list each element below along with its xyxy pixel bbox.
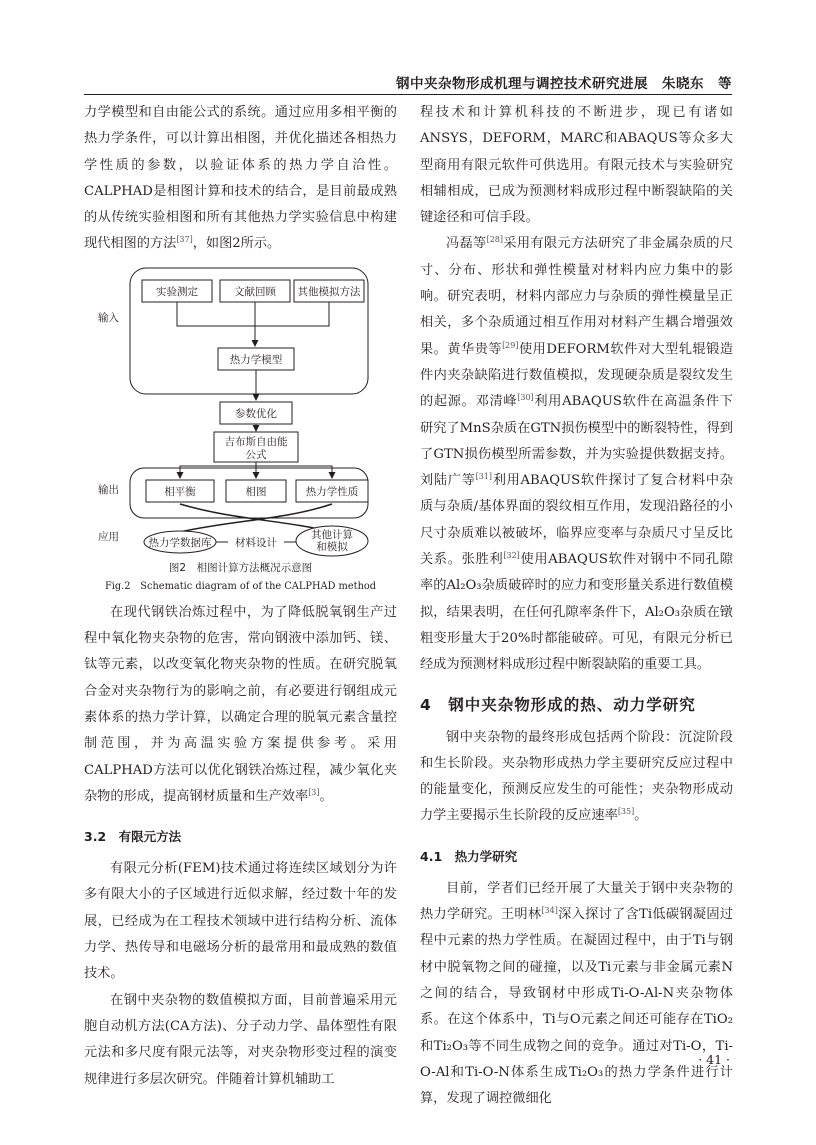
paragraph-fem-studies	[420, 231, 733, 678]
text-run: 深入探讨了含Ti低碳钢凝固过程中元素的热力学性质。在凝固过程中，由于Ti与钢材中脱氧物之间的碰撞，以及Ti元素与非金属元素N之间的结合，导致钢材中形成Ti-O-Al-N夹杂物体系。在这个体系中，Ti与O元素之间还可能存在TiO₂和Ti₂O₃等不同生成物之间的竞争。通过对Ti-O，Ti-O-Al和Ti-O-N体系生成Ti₂O₃的热力学条件进行计算，发现了调控微细化	[420, 907, 734, 1107]
citation-31[interactable]: [31]	[475, 472, 492, 482]
figure-2	[84, 264, 397, 594]
calphad-diagram	[84, 264, 397, 558]
text-run: 利用ABAQUS软件探讨了复合材料中杂质与杂质/基体界面的裂纹相互作用，发现沿路径的小尺寸杂质难以被破坏，临界应变率与杂质尺寸呈反比关系。张胜利	[420, 473, 734, 568]
text-run: ，如图2所示。	[192, 236, 281, 252]
text-run: 冯磊等	[446, 236, 487, 252]
figure-caption-cn: 图2 相图计算方法概况示意图	[168, 561, 313, 574]
box-gibbs-label-1: 吉布斯自由能	[224, 435, 288, 448]
text-run: 。	[319, 788, 333, 804]
oval-database-label: 热力学数据库	[148, 536, 212, 549]
oval-other-calc-label-2: 和模拟	[316, 540, 348, 553]
box-experiment-label: 实验测定	[156, 285, 198, 298]
label-material-design: 材料设计	[235, 536, 277, 549]
citation-28[interactable]: [28]	[486, 235, 504, 245]
citation-30[interactable]: [30]	[517, 393, 534, 403]
label-apply: 应用	[98, 530, 119, 543]
citation-29[interactable]: [29]	[502, 340, 519, 350]
box-phase-equilibrium-label: 相平衡	[164, 485, 196, 498]
citation-34[interactable]: [34]	[541, 906, 558, 916]
header-rule	[84, 94, 732, 95]
paragraph-fem-intro: 有限元分析(FEM)技术通过将连续区域划分为许多有限大小的子区域进行近似求解，经过数十年的发展，已经成为在工程技术领域中进行结构分析、流体力学、热传导和电磁场分析的最常用和最成熟的数值技术。	[84, 861, 397, 982]
subsection-3-2-heading: 3.2 有限元方法	[84, 829, 182, 845]
box-thermo-properties-label: 热力学性质	[305, 485, 359, 498]
paragraph-inclusion-simulation: 在钢中夹杂物的数值模拟方面，目前普遍采用元胞自动机方法(CA方法)、分子动力学、晶体塑性有限元法和多尺度有限元法等，对夹杂物形变过程的演变规律进行多层次研究。伴随着计算机辅助工	[84, 992, 397, 1087]
paragraph-inclusion-stages	[420, 725, 733, 830]
right-column	[420, 100, 733, 1112]
box-other-methods-label: 其他模拟方法	[297, 285, 361, 298]
oval-other-calc-label-1: 其他计算	[311, 528, 353, 541]
paragraph-calphad-intro	[84, 100, 397, 258]
section-4-heading: 4 钢中夹杂物形成的热、动力学研究	[420, 695, 696, 714]
paragraph-thermo-study	[420, 876, 733, 1113]
box-gibbs-label-2: 公式	[245, 448, 267, 461]
box-phase-diagram-label: 相图	[245, 485, 267, 498]
paragraph-fem-software: 程技术和计算机科技的不断进步，现已有诸如ANSYS，DEFORM，MARC和ABAQUS等众多大型商用有限元软件可供选用。有限元技术与实验研究相辅相成，已成为预测材料成形过程中断裂缺陷的关键途径和可信手段。	[420, 105, 733, 226]
box-literature-label: 文献回顾	[234, 285, 276, 298]
box-thermo-model-label: 热力学模型	[229, 353, 283, 366]
text-run: 钢中夹杂物的最终形成包括两个阶段：沉淀阶段和生长阶段。夹杂物形成热力学主要研究反应过程中的能量变化，预测反应发生的可能性；夹杂物形成动力学主要揭示生长阶段的反应速率	[420, 729, 733, 824]
left-column	[84, 100, 397, 1093]
paragraph-deoxidation	[84, 600, 397, 810]
citation-37[interactable]: [37]	[176, 235, 193, 245]
running-header: 钢中夹杂物形成机理与调控技术研究进展 朱晓东 等	[396, 76, 732, 92]
label-output: 输出	[98, 483, 119, 496]
subsection-4-1-heading: 4.1 热力学研究	[420, 848, 518, 864]
text-run: 。	[634, 808, 648, 824]
citation-32[interactable]: [32]	[503, 551, 520, 561]
text-run: 目前，学者们已经开展了大量关于钢中夹杂物的热力学研究。王明林	[420, 880, 733, 923]
text-run: 使用ABAQUS软件对钢中不同孔隙率的Al₂O₃杂质破碎时的应力和变形量关系进行数值模拟，结果表明，在任何孔隙率条件下，Al₂O₃杂质在镦粗变形量大于20%时都能破碎。可见，有限元分析已经成为预测材料成形过程中断裂缺陷的重要工具。	[420, 552, 733, 673]
label-input: 输入	[98, 311, 119, 324]
text-run: 利用ABAQUS软件在高温条件下研究了MnS杂质在GTN损伤模型中的断裂特性，得到了GTN损伤模型所需参数，并为实验提供数据支持。刘陆广等	[420, 394, 733, 489]
text-run: 在现代钢铁冶炼过程中，为了降低脱氧钢生产过程中氧化物夹杂物的危害，常向钢液中添加钙、镁、钛等元素，以改变氧化物夹杂物的性质。在研究脱氧合金对夹杂物行为的影响之前，有必要进行钢组成元素体系的热力学计算，以确定合理的脱氧元素含量控制范围，并为高温实验方案提供参考。采用CALPHAD方法可以优化钢铁冶炼过程，减少氧化夹杂物的形成，提高钢材质量和生产效率	[84, 604, 397, 804]
text-run: 采用有限元方法研究了非金属杂质的尺寸、分布、形状和弹性模量对材料内应力集中的影响。研究表明，材料内部应力与杂质的弹性模量呈正相关，多个杂质通过相互作用对材料产生耦合增强效果。黄华贵等	[420, 236, 734, 357]
page-number: · 41 ·	[698, 1052, 730, 1067]
box-param-opt-label: 参数优化	[235, 407, 277, 420]
text-run: 使用DEFORM软件对大型轧辊锻造件内夹杂缺陷进行数值模拟，发现硬杂质是裂纹发生的起源。邓清峰	[420, 341, 734, 410]
citation-35[interactable]: [35]	[617, 807, 635, 817]
citation-3[interactable]: [3]	[308, 787, 320, 797]
text-run: 力学模型和自由能公式的系统。通过应用多相平衡的热力学条件，可以计算出相图，并优化描述各相热力学性质的参数，以验证体系的热力学自洽性。CALPHAD是相图计算和技术的结合，是目前最成熟的从传统实验相图和所有其他热力学实验信息中构建现代相图的方法	[84, 105, 397, 252]
figure-caption-en: Fig.2 Schematic diagram of of the CALPHAD method	[104, 580, 377, 592]
